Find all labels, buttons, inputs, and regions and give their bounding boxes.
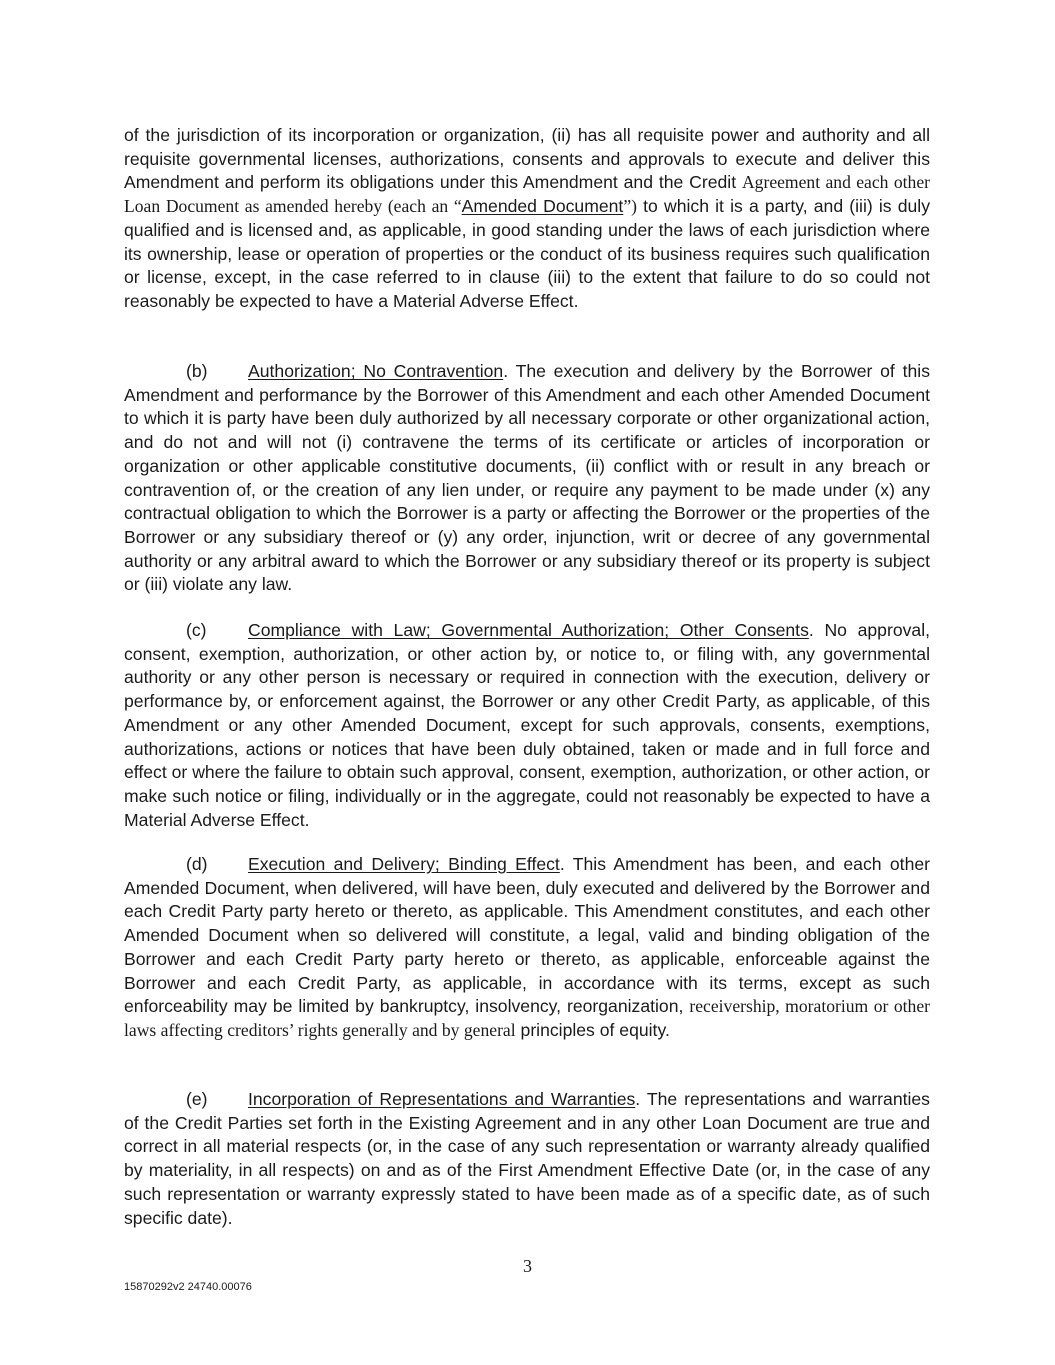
section-c: [124, 619, 930, 832]
document-id-footer: 15870292v2 24740.00076: [124, 1281, 252, 1293]
section-body: . This Amendment has been, and each other Amended Document, when delivered, will have been, duly executed and delivered by the Borrower and each Credit Party party hereto or thereto, as applicable. This Amendment constitutes, and each other Amended Document when so delivered will constitute, a legal, valid and binding obligation of the Borrower and each Credit Party party hereto or thereto, as applicable, enforceable against the Borrower and each Credit Party, as applicable, in accordance with its terms, except as such enforceability may be limited by bankruptcy, insolvency, reorganization,: [124, 854, 930, 1017]
paragraph-continuation: [124, 124, 930, 314]
section-number: (d): [186, 854, 208, 874]
section-d: [124, 853, 930, 1043]
section-e: [124, 1088, 930, 1230]
section-heading: Execution and Delivery; Binding Effect: [248, 854, 560, 874]
section-body: . The execution and delivery by the Borrower of this Amendment and performance by the Borrower of this Amendment and each other Amended Document to which it is party have been duly authorized by all necessary corporate or other organizational action, and do not and will not (i) contravene the terms of its certificate or articles of incorporation or organization or other applicable constitutive documents, (ii) conflict with or result in any breach or contravention of, or the creation of any lien under, or require any payment to be made under (x) any contractual obligation to which the Borrower is a party or affecting the Borrower or the properties of the Borrower or any subsidiary thereof or (y) any order, injunction, writ or decree of any governmental authority or any arbitral award to which the Borrower or any subsidiary thereof or its property is subject or (iii) violate any law.: [124, 361, 930, 595]
section-number: (b): [186, 361, 208, 381]
section-body: . The representations and warranties of the Credit Parties set forth in the Existing Agreement and in any other Loan Document are true and correct in all material respects (or, in the case of any such representation or warranty already qualified by materiality, in all respects) on and as of the First Amendment Effective Date (or, in the case of any such representation or warranty expressly stated to have been made as of a specific date, as of such specific date).: [124, 1089, 930, 1228]
section-body: . No approval, consent, exemption, authorization, or other action by, or notice to, or filing with, any governmental authority or any other person is necessary or required in connection with the execution, delivery or performance by, or enforcement against, the Borrower or any other Credit Party, as applicable, of this Amendment or any other Amended Document, except for such approvals, consents, exemptions, authorizations, actions or notices that have been duly obtained, taken or made and in full force and effect or where the failure to obtain such approval, consent, exemption, authorization, or other action, or make such notice or filing, individually or in the aggregate, could not reasonably be expected to have a Material Adverse Effect.: [124, 620, 930, 830]
section-number: (e): [186, 1089, 208, 1109]
section-number: (c): [186, 620, 207, 640]
section-body-serif: receivership, moratorium or other laws affecting creditors’ rights generally and by general: [124, 996, 930, 1040]
paragraph-text-serif: Agreement and each other Loan Document as amended hereby (each an “: [124, 172, 930, 217]
section-b: [124, 360, 930, 597]
closing-quote: ”): [623, 196, 637, 217]
defined-term-amended-document: Amended Document: [461, 196, 624, 217]
section-body-tail: principles of equity.: [515, 1019, 670, 1040]
section-heading: Authorization; No Contravention: [248, 361, 504, 381]
page-number: 3: [523, 1256, 532, 1276]
section-heading: Incorporation of Representations and Warranties: [248, 1089, 636, 1109]
section-heading: Compliance with Law; Governmental Authorization; Other Consents: [248, 620, 809, 640]
paragraph-text: of the jurisdiction of its incorporation or organization, (ii) has all requisite power and authority and all requisite governmental licenses, authorizations, consents and approvals to execute and deliver this Amendment and perform its obligations under this Amendment and the Credit: [124, 125, 930, 193]
paragraph-text: to which it is a party, and (iii) is duly qualified and is licensed and, as applicable, in good standing under the laws of each jurisdiction where its ownership, lease or operation of properties or the conduct of its business requires such qualification or license, except, in the case referred to in clause (iii) to the extent that failure to do so could not reasonably be expected to have a Material Adverse Effect.: [124, 196, 931, 311]
